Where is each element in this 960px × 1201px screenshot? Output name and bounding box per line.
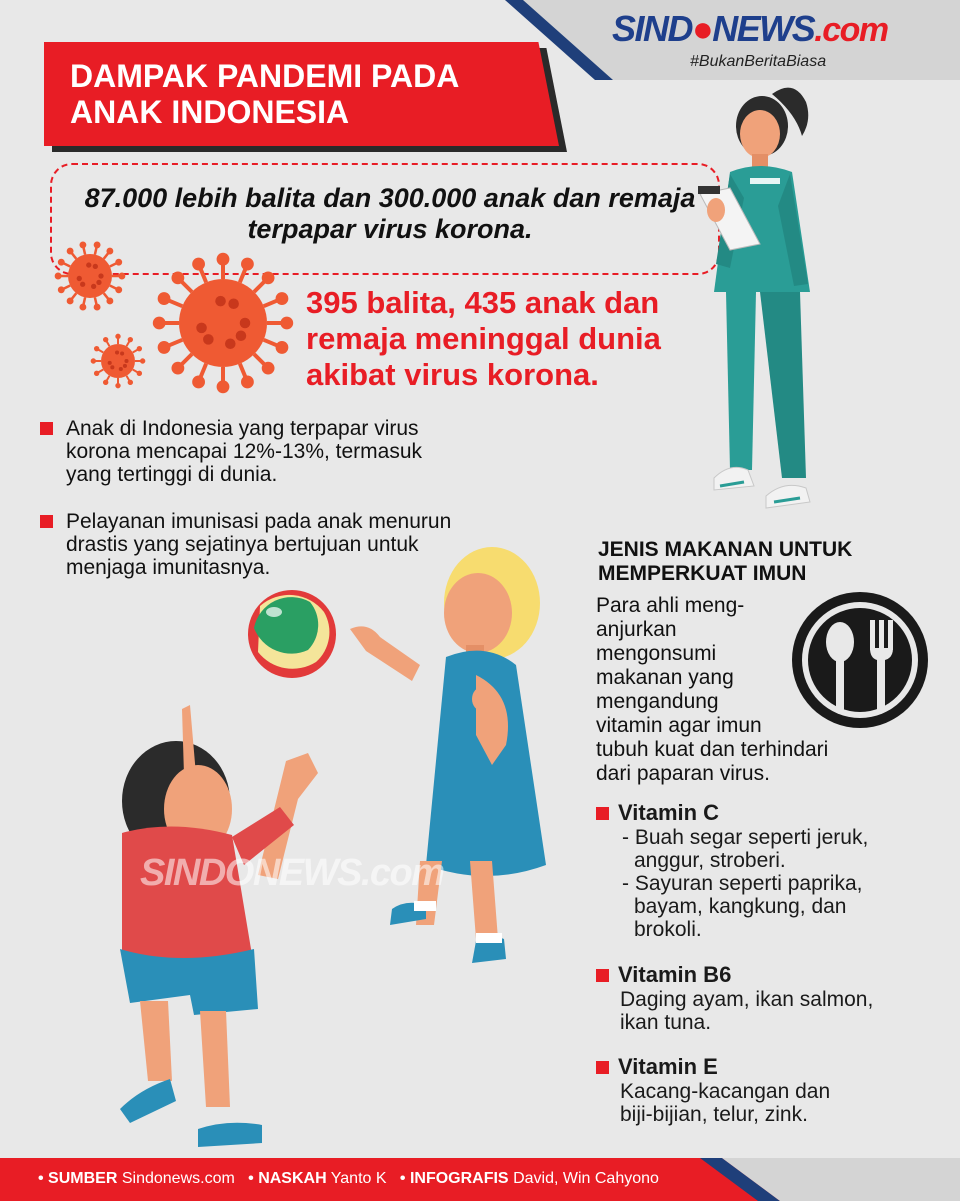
vitamin-b6: Vitamin B6 Daging ayam, ikan salmon, ikan tuna. (596, 962, 936, 1034)
page-title: DAMPAK PANDEMI PADA ANAK INDONESIA (70, 58, 460, 130)
boy-illustration (100, 705, 340, 1155)
bullet-square-icon (40, 422, 53, 435)
virus-icon (90, 333, 146, 389)
plate-spoon-fork-icon (790, 590, 930, 730)
virus-icon (54, 240, 126, 312)
vitamin-e: Vitamin E Kacang-kacangan dan biji-bijian, telur, zink. (596, 1054, 936, 1126)
girl-illustration (350, 545, 550, 985)
stat-deaths: 395 balita, 435 anak dan remaja meninggal dunia akibat virus korona. (306, 285, 661, 392)
tagline: #BukanBeritaBiasa (690, 53, 827, 70)
bullet-square-icon (596, 807, 609, 820)
logo-o-icon: ● (692, 8, 713, 49)
bullet-square-icon (596, 1061, 609, 1074)
stat-exposed: 87.000 lebih balita dan 300.000 anak dan remaja terpapar virus korona. (84, 183, 696, 244)
bullet-item: Anak di Indonesia yang terpapar virus korona mencapai 12%-13%, termasuk yang tertinggi di dunia. (40, 417, 460, 486)
vitamin-c: Vitamin C - Buah segar seperti jeruk, anggur, stroberi. - Sayuran seperti paprika, bayam, kangkung, dan brokoli. (596, 800, 936, 941)
virus-icon (155, 255, 291, 391)
bullet-square-icon (40, 515, 53, 528)
food-section-title: JENIS MAKANAN UNTUK MEMPERKUAT IMUN (598, 538, 853, 585)
bullet-square-icon (596, 969, 609, 982)
footer-credits: • SUMBER Sindonews.com • NASKAH Yanto K • INFOGRAFIS David, Win Cahyono (38, 1170, 659, 1187)
nurse-illustration (690, 82, 840, 532)
bullet-item: Pelayanan imunisasi pada anak menurun drastis yang sejatinya bertujuan untuk menjaga imunitasnya. (40, 510, 460, 579)
food-description: Para ahli meng- anjurkan mengonsumi makanan yang mengandung vitamin agar imun tubuh kuat dan terhindari dari paparan virus. (596, 594, 829, 785)
brand-logo: SIND●NEWS.com (612, 8, 888, 49)
ball-illustration (246, 588, 338, 680)
watermark: SINDONEWS.com (140, 852, 444, 894)
